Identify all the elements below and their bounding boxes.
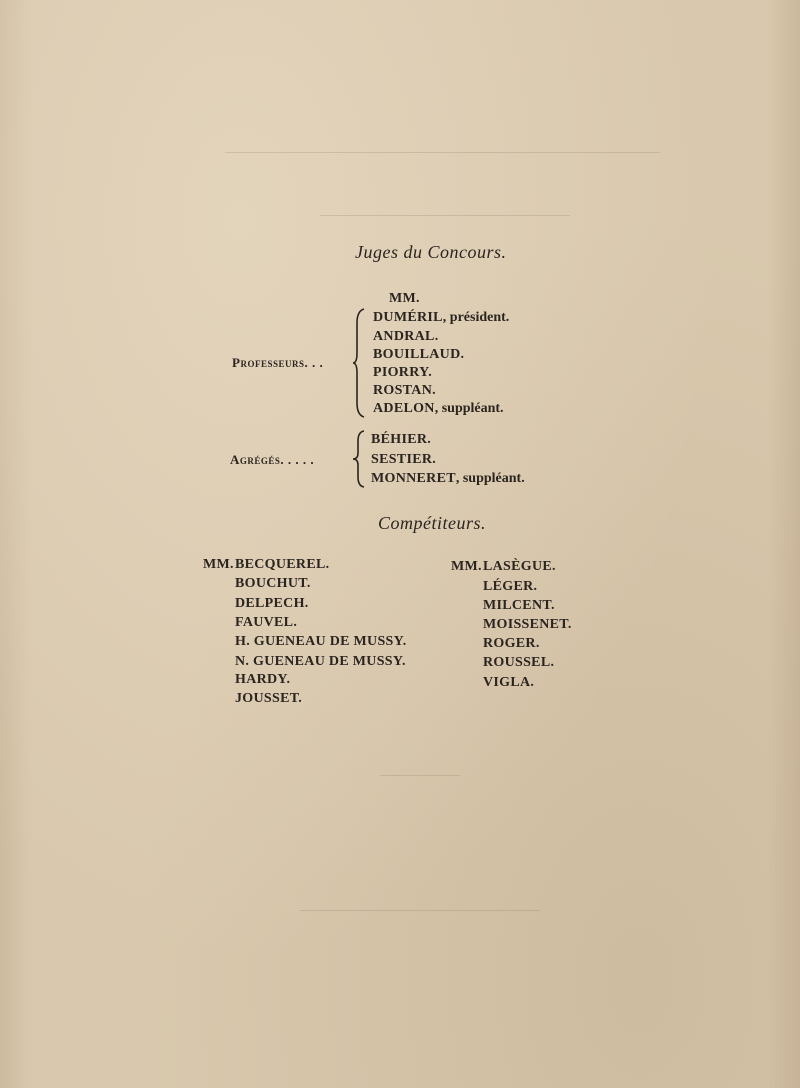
professor-role: , suppléant. — [434, 401, 504, 416]
professors-prefix: MM. — [389, 291, 420, 306]
competitor-name: BOUCHUT. — [235, 576, 311, 591]
agrege-name: BÉHIER. — [371, 432, 432, 447]
competitor-name: VIGLA. — [483, 675, 535, 690]
bleed-through-rule — [225, 152, 660, 153]
competitor-name: BECQUEREL. — [235, 557, 330, 572]
competitor-name: DELPECH. — [235, 596, 309, 611]
agrege-item — [371, 470, 525, 488]
professor-name: ANDRAL. — [373, 329, 439, 344]
competitors-left-prefix: MM. — [203, 557, 234, 572]
professor-item — [373, 346, 464, 364]
professor-name: BOUILLAUD. — [373, 347, 465, 362]
agrege-name: SESTIER. — [371, 452, 437, 467]
competitor-name: N. GUENEAU DE MUSSY. — [235, 654, 406, 669]
professors-label: Professeurs. . . — [232, 355, 324, 370]
professor-item — [373, 328, 439, 346]
competitor-name: HARDY. — [235, 672, 291, 687]
agrege-role: , suppléant. — [455, 471, 525, 486]
bleed-through-rule — [380, 775, 460, 776]
professor-item — [373, 309, 509, 327]
competitors-heading: Compétiteurs. — [378, 513, 486, 533]
competitor-name: FAUVEL. — [235, 615, 298, 630]
agreges-label: Agrégés. . . . . — [230, 452, 315, 467]
agrege-item — [371, 451, 436, 469]
competitor-name: JOUSSET. — [235, 691, 303, 706]
competitor-name: H. GUENEAU DE MUSSY. — [235, 634, 407, 649]
professor-name: PIORRY. — [373, 365, 433, 380]
professor-name: ROSTAN. — [373, 383, 436, 398]
professor-name: ADELON — [373, 401, 435, 416]
bleed-through-rule — [320, 215, 570, 216]
professor-item — [373, 364, 432, 382]
professor-item — [373, 400, 504, 418]
agreges-brace — [352, 429, 366, 489]
bleed-through-rule — [300, 910, 540, 911]
agrege-item — [371, 431, 431, 449]
judges-heading: Juges du Concours. — [355, 242, 507, 262]
agrege-name: MONNERET — [371, 471, 456, 486]
competitor-name: MILCENT. — [483, 598, 555, 613]
competitors-right-prefix: MM. — [451, 559, 482, 574]
competitor-name: MOISSENET. — [483, 617, 572, 632]
competitor-name: ROUSSEL. — [483, 655, 555, 670]
competitor-name: ROGER. — [483, 636, 540, 651]
competitor-name: LASÈGUE. — [483, 559, 556, 574]
competitor-name: LÉGER. — [483, 579, 538, 594]
professors-brace — [352, 307, 366, 419]
professor-name: DUMÉRIL — [373, 310, 443, 325]
professor-item — [373, 382, 436, 400]
professor-role: , président. — [442, 310, 510, 325]
